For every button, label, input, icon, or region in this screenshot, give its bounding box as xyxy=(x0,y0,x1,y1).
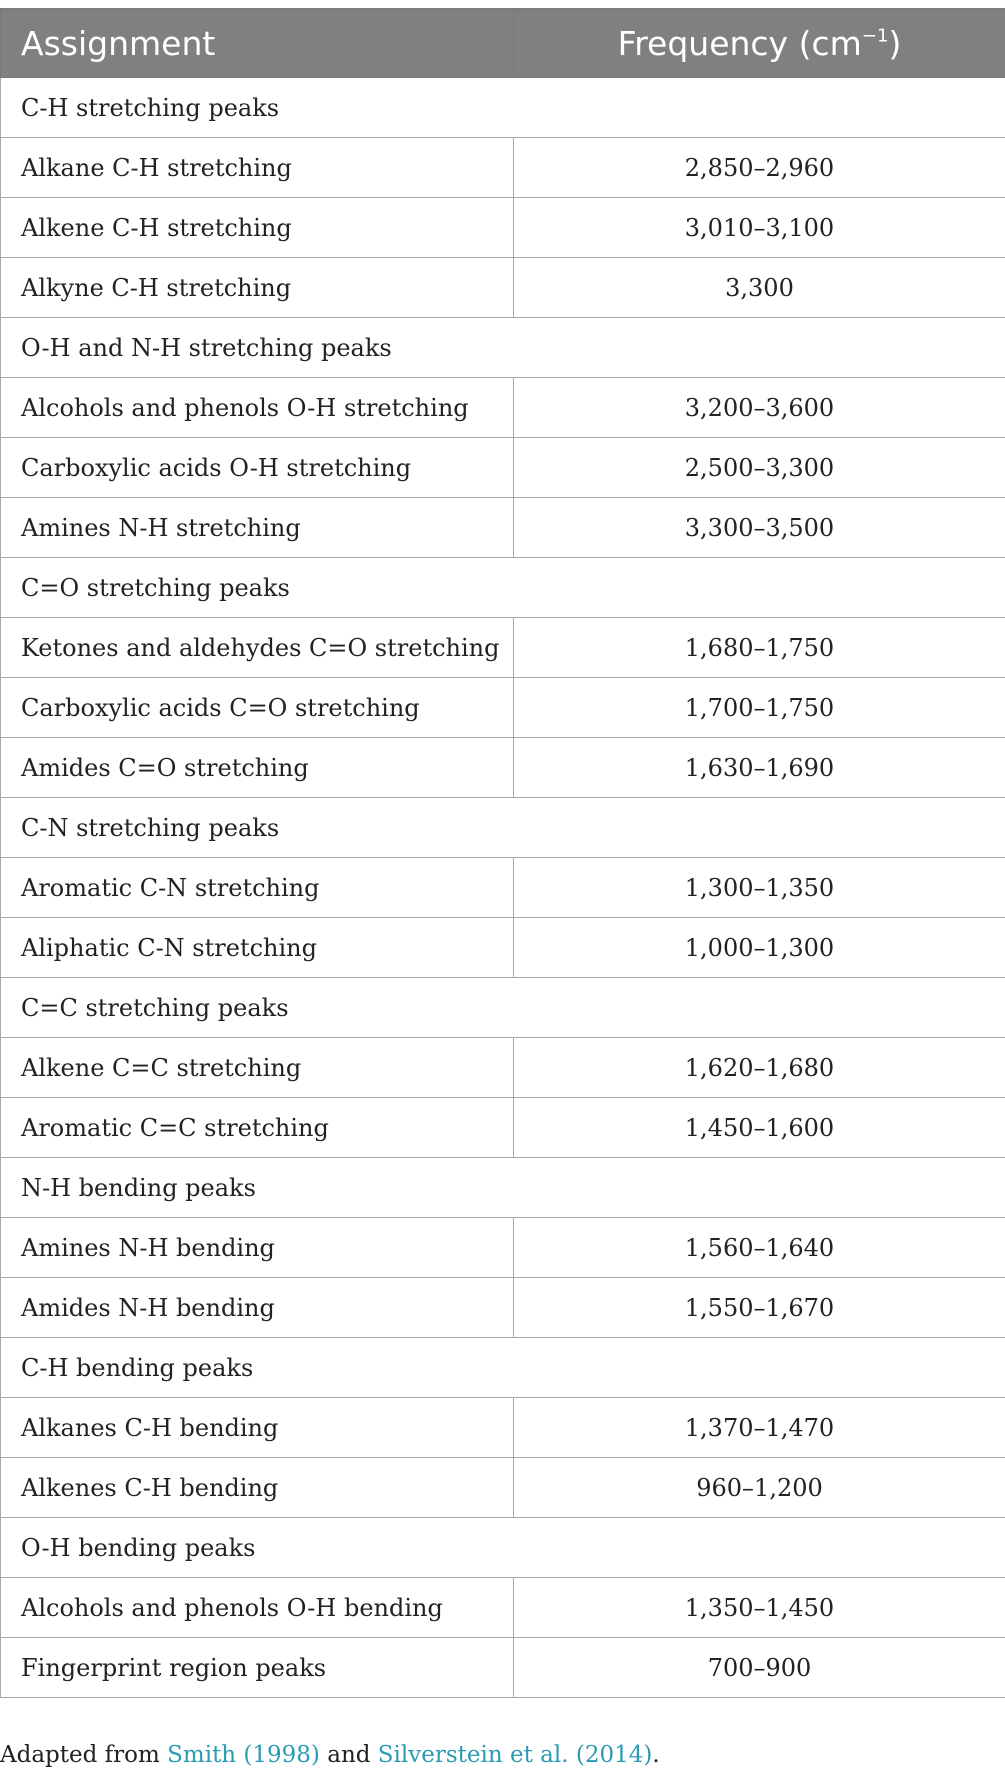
header-frequency-close: ) xyxy=(888,23,902,63)
frequency-cell: 1,450–1,600 xyxy=(514,1098,1005,1158)
table-row xyxy=(1,258,1005,318)
section-label: C=O stretching peaks xyxy=(1,558,1005,618)
assignment-cell: Aromatic C-N stretching xyxy=(1,858,514,918)
frequency-cell: 1,630–1,690 xyxy=(514,738,1005,798)
table-row xyxy=(1,618,1005,678)
header-frequency-exponent: −1 xyxy=(861,24,889,46)
assignment-cell: Aliphatic C-N stretching xyxy=(1,918,514,978)
frequency-cell: 3,300–3,500 xyxy=(514,498,1005,558)
assignment-cell: Carboxylic acids O-H stretching xyxy=(1,438,514,498)
assignment-cell: Amines N-H stretching xyxy=(1,498,514,558)
table-row xyxy=(1,858,1005,918)
table-row xyxy=(1,378,1005,438)
section-row xyxy=(1,1518,1005,1578)
table-body xyxy=(1,78,1005,1698)
table-row xyxy=(1,918,1005,978)
table-row xyxy=(1,1038,1005,1098)
assignment-cell: Alcohols and phenols O-H bending xyxy=(1,1578,514,1638)
section-label: O-H bending peaks xyxy=(1,1518,1005,1578)
section-label: C-N stretching peaks xyxy=(1,798,1005,858)
assignment-cell: Alcohols and phenols O-H stretching xyxy=(1,378,514,438)
section-row xyxy=(1,978,1005,1038)
section-row xyxy=(1,78,1005,138)
assignment-cell: Fingerprint region peaks xyxy=(1,1638,514,1698)
frequency-cell: 1,700–1,750 xyxy=(514,678,1005,738)
frequency-cell: 1,680–1,750 xyxy=(514,618,1005,678)
table-footnote xyxy=(0,1742,1005,1768)
table-row xyxy=(1,1458,1005,1518)
section-label: C=C stretching peaks xyxy=(1,978,1005,1038)
frequency-cell: 1,300–1,350 xyxy=(514,858,1005,918)
frequency-cell: 1,550–1,670 xyxy=(514,1278,1005,1338)
footnote-suffix: . xyxy=(652,1742,660,1768)
header-assignment: Assignment xyxy=(1,9,514,78)
section-row xyxy=(1,798,1005,858)
frequency-cell: 2,500–3,300 xyxy=(514,438,1005,498)
table-header-row xyxy=(1,9,1005,78)
ir-peaks-table xyxy=(0,8,1005,1698)
header-frequency xyxy=(514,9,1005,78)
header-frequency-label: Frequency (cm xyxy=(617,23,862,63)
section-label: O-H and N-H stretching peaks xyxy=(1,318,1005,378)
section-label: N-H bending peaks xyxy=(1,1158,1005,1218)
assignment-cell: Ketones and aldehydes C=O stretching xyxy=(1,618,514,678)
citation-link-smith[interactable]: Smith (1998) xyxy=(167,1742,320,1768)
table-row xyxy=(1,438,1005,498)
assignment-cell: Carboxylic acids C=O stretching xyxy=(1,678,514,738)
table-row xyxy=(1,1278,1005,1338)
section-label: C-H bending peaks xyxy=(1,1338,1005,1398)
table-row xyxy=(1,1578,1005,1638)
table-row xyxy=(1,1218,1005,1278)
data-table-container xyxy=(0,8,1005,1698)
assignment-cell: Aromatic C=C stretching xyxy=(1,1098,514,1158)
table-row xyxy=(1,738,1005,798)
frequency-cell: 960–1,200 xyxy=(514,1458,1005,1518)
assignment-cell: Alkyne C-H stretching xyxy=(1,258,514,318)
frequency-cell: 3,010–3,100 xyxy=(514,198,1005,258)
assignment-cell: Amides C=O stretching xyxy=(1,738,514,798)
citation-link-silverstein[interactable]: Silverstein et al. (2014) xyxy=(377,1742,653,1768)
footnote-prefix: Adapted from xyxy=(0,1742,168,1768)
section-row xyxy=(1,558,1005,618)
assignment-cell: Alkenes C-H bending xyxy=(1,1458,514,1518)
frequency-cell: 1,350–1,450 xyxy=(514,1578,1005,1638)
assignment-cell: Alkene C=C stretching xyxy=(1,1038,514,1098)
table-row xyxy=(1,1398,1005,1458)
frequency-cell: 1,620–1,680 xyxy=(514,1038,1005,1098)
assignment-cell: Amides N-H bending xyxy=(1,1278,514,1338)
assignment-cell: Amines N-H bending xyxy=(1,1218,514,1278)
table-row xyxy=(1,498,1005,558)
section-label: C-H stretching peaks xyxy=(1,78,1005,138)
frequency-cell: 2,850–2,960 xyxy=(514,138,1005,198)
table-row xyxy=(1,678,1005,738)
table-row xyxy=(1,1098,1005,1158)
assignment-cell: Alkanes C-H bending xyxy=(1,1398,514,1458)
section-row xyxy=(1,318,1005,378)
table-row xyxy=(1,1638,1005,1698)
assignment-cell: Alkane C-H stretching xyxy=(1,138,514,198)
footnote-middle: and xyxy=(319,1742,378,1768)
table-row xyxy=(1,138,1005,198)
section-row xyxy=(1,1158,1005,1218)
frequency-cell: 1,370–1,470 xyxy=(514,1398,1005,1458)
frequency-cell: 1,000–1,300 xyxy=(514,918,1005,978)
frequency-cell: 3,300 xyxy=(514,258,1005,318)
section-row xyxy=(1,1338,1005,1398)
table-row xyxy=(1,198,1005,258)
frequency-cell: 1,560–1,640 xyxy=(514,1218,1005,1278)
frequency-cell: 700–900 xyxy=(514,1638,1005,1698)
frequency-cell: 3,200–3,600 xyxy=(514,378,1005,438)
assignment-cell: Alkene C-H stretching xyxy=(1,198,514,258)
